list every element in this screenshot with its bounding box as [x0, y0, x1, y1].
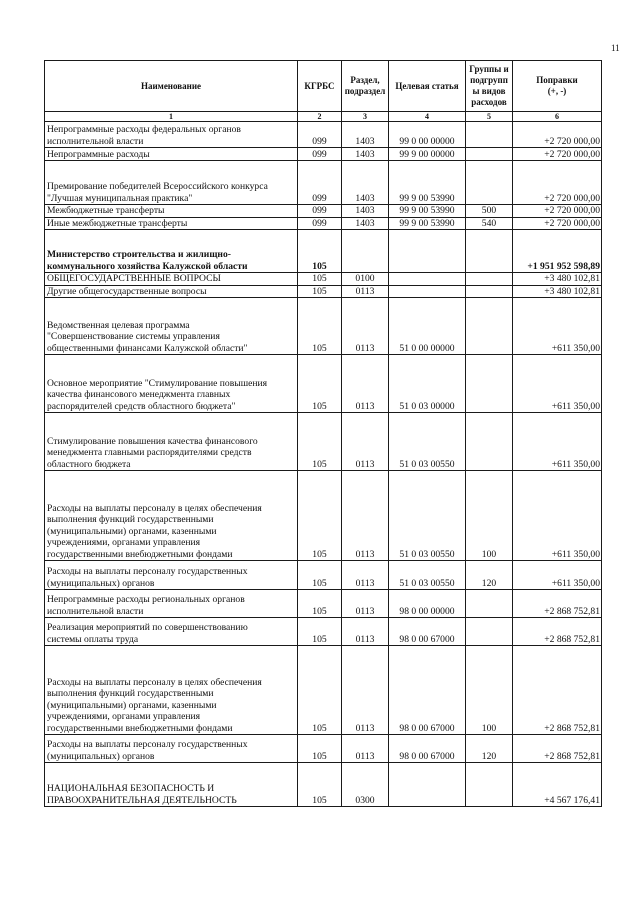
- table-row: [45, 471, 602, 561]
- row-name: Непрограммные расходы региональных органов исполнительной власти: [45, 590, 298, 618]
- row-name: ОБЩЕГОСУДАРСТВЕННЫЕ ВОПРОСЫ: [45, 273, 298, 286]
- column-number-row: [45, 112, 602, 122]
- table-row: [45, 273, 602, 286]
- row-amendment-amount: +2 720 000,00: [513, 148, 602, 161]
- column-number: 3: [342, 112, 389, 122]
- row-section: 0113: [342, 413, 389, 471]
- row-expense-group: [466, 618, 513, 646]
- row-expense-group: [466, 273, 513, 286]
- header-amendments: Поправки (+, -): [513, 61, 602, 112]
- table-row: [45, 735, 602, 763]
- row-name: Министерство строительства и жилищно- коммунального хозяйства Калужской области: [45, 230, 298, 273]
- table-row: [45, 763, 602, 807]
- row-amendment-amount: +3 480 102,81: [513, 285, 602, 298]
- row-amendment-amount: +611 350,00: [513, 561, 602, 590]
- row-name: Другие общегосударственные вопросы: [45, 285, 298, 298]
- row-section: 0300: [342, 763, 389, 807]
- row-target-article: 98 0 00 67000: [389, 618, 466, 646]
- row-expense-group: 120: [466, 735, 513, 763]
- row-kgrbs: 105: [298, 590, 342, 618]
- row-expense-group: [466, 355, 513, 413]
- row-expense-group: [466, 230, 513, 273]
- header-name: Наименование: [45, 61, 298, 112]
- page-number: 11: [611, 43, 620, 53]
- row-amendment-amount: +2 720 000,00: [513, 161, 602, 205]
- row-amendment-amount: +611 350,00: [513, 413, 602, 471]
- row-kgrbs: 105: [298, 735, 342, 763]
- row-amendment-amount: +611 350,00: [513, 298, 602, 355]
- row-kgrbs: 105: [298, 561, 342, 590]
- row-section: 0113: [342, 618, 389, 646]
- row-target-article: 98 0 00 00000: [389, 590, 466, 618]
- row-section: 0113: [342, 735, 389, 763]
- row-kgrbs: 099: [298, 161, 342, 205]
- row-kgrbs: 105: [298, 413, 342, 471]
- row-expense-group: [466, 590, 513, 618]
- row-target-article: 99 9 00 53990: [389, 161, 466, 205]
- row-amendment-amount: +2 720 000,00: [513, 122, 602, 148]
- row-target-article: 51 0 03 00550: [389, 561, 466, 590]
- table-row: [45, 205, 602, 218]
- row-name: Расходы на выплаты персоналу в целях обеспечения выполнения функций государственными (муниципальными) органами, казенными учреждениями, органами управления государственными внебюджетными фондами: [45, 471, 298, 561]
- row-expense-group: [466, 161, 513, 205]
- row-name: Расходы на выплаты персоналу государственных (муниципальных) органов: [45, 735, 298, 763]
- row-section: 0113: [342, 646, 389, 735]
- table-row: [45, 230, 602, 273]
- row-target-article: [389, 763, 466, 807]
- row-section: 1403: [342, 205, 389, 218]
- row-kgrbs: 105: [298, 273, 342, 286]
- table-row: [45, 217, 602, 230]
- row-amendment-amount: +3 480 102,81: [513, 273, 602, 286]
- row-amendment-amount: +4 567 176,41: [513, 763, 602, 807]
- row-target-article: 98 0 00 67000: [389, 735, 466, 763]
- row-name: Стимулирование повышения качества финансового менеджмента главными распорядителями средств областного бюджета: [45, 413, 298, 471]
- row-kgrbs: 099: [298, 205, 342, 218]
- row-kgrbs: 105: [298, 763, 342, 807]
- table-header-row: [45, 61, 602, 112]
- budget-amendments-table: [44, 60, 602, 807]
- row-target-article: 51 0 03 00000: [389, 355, 466, 413]
- table-row: [45, 590, 602, 618]
- row-amendment-amount: +2 868 752,81: [513, 735, 602, 763]
- row-expense-group: [466, 148, 513, 161]
- row-expense-group: 100: [466, 471, 513, 561]
- row-section: 0113: [342, 471, 389, 561]
- table-row: [45, 618, 602, 646]
- row-name: Реализация мероприятий по совершенствованию системы оплаты труда: [45, 618, 298, 646]
- header-kgrbs: КГРБС: [298, 61, 342, 112]
- row-name: Премирование победителей Всероссийского конкурса "Лучшая муниципальная практика": [45, 161, 298, 205]
- row-kgrbs: 105: [298, 646, 342, 735]
- row-section: 0113: [342, 561, 389, 590]
- row-target-article: 51 0 03 00550: [389, 471, 466, 561]
- table-row: [45, 161, 602, 205]
- table-row: [45, 285, 602, 298]
- row-section: 0113: [342, 298, 389, 355]
- row-section: 0100: [342, 273, 389, 286]
- row-section: 0113: [342, 285, 389, 298]
- row-expense-group: [466, 298, 513, 355]
- row-name: Непрограммные расходы: [45, 148, 298, 161]
- row-expense-group: [466, 285, 513, 298]
- column-number: 4: [389, 112, 466, 122]
- row-name: Ведомственная целевая программа "Совершенствование системы управления общественными финансами Калужской области": [45, 298, 298, 355]
- column-number: 6: [513, 112, 602, 122]
- row-amendment-amount: +2 868 752,81: [513, 590, 602, 618]
- row-amendment-amount: +2 868 752,81: [513, 618, 602, 646]
- header-expense-groups: Группы и подгрупп ы видов расходов: [466, 61, 513, 112]
- header-target-article: Целевая статья: [389, 61, 466, 112]
- row-section: 1403: [342, 122, 389, 148]
- row-amendment-amount: +2 720 000,00: [513, 217, 602, 230]
- header-section: Раздел, подраздел: [342, 61, 389, 112]
- row-kgrbs: 105: [298, 471, 342, 561]
- row-amendment-amount: +611 350,00: [513, 355, 602, 413]
- row-expense-group: [466, 122, 513, 148]
- row-section: 1403: [342, 161, 389, 205]
- row-name: Непрограммные расходы федеральных органов исполнительной власти: [45, 122, 298, 148]
- row-target-article: 98 0 00 67000: [389, 646, 466, 735]
- row-target-article: [389, 230, 466, 273]
- row-expense-group: 100: [466, 646, 513, 735]
- row-expense-group: [466, 413, 513, 471]
- row-target-article: 99 0 00 00000: [389, 122, 466, 148]
- row-target-article: [389, 285, 466, 298]
- row-target-article: 99 9 00 53990: [389, 205, 466, 218]
- row-target-article: 51 0 00 00000: [389, 298, 466, 355]
- row-expense-group: [466, 763, 513, 807]
- table-row: [45, 646, 602, 735]
- row-expense-group: 500: [466, 205, 513, 218]
- row-section: [342, 230, 389, 273]
- row-section: 1403: [342, 217, 389, 230]
- row-name: Иные межбюджетные трансферты: [45, 217, 298, 230]
- row-name: Межбюджетные трансферты: [45, 205, 298, 218]
- table-row: [45, 148, 602, 161]
- row-kgrbs: 105: [298, 355, 342, 413]
- row-expense-group: 540: [466, 217, 513, 230]
- row-section: 0113: [342, 590, 389, 618]
- row-target-article: 51 0 03 00550: [389, 413, 466, 471]
- column-number: 2: [298, 112, 342, 122]
- row-name: Расходы на выплаты персоналу в целях обеспечения выполнения функций государственными (муниципальными) органами, казенными учреждениями, органами управления государственными внебюджетными фондами: [45, 646, 298, 735]
- row-name: НАЦИОНАЛЬНАЯ БЕЗОПАСНОСТЬ И ПРАВООХРАНИТЕЛЬНАЯ ДЕЯТЕЛЬНОСТЬ: [45, 763, 298, 807]
- row-amendment-amount: +611 350,00: [513, 471, 602, 561]
- column-number: 5: [466, 112, 513, 122]
- row-expense-group: 120: [466, 561, 513, 590]
- row-kgrbs: 099: [298, 148, 342, 161]
- row-target-article: [389, 273, 466, 286]
- table-row: [45, 122, 602, 148]
- row-target-article: 99 9 00 53990: [389, 217, 466, 230]
- column-number: 1: [45, 112, 298, 122]
- table-row: [45, 298, 602, 355]
- row-target-article: 99 9 00 00000: [389, 148, 466, 161]
- row-kgrbs: 099: [298, 217, 342, 230]
- row-amendment-amount: +2 868 752,81: [513, 646, 602, 735]
- table-row: [45, 413, 602, 471]
- row-name: Расходы на выплаты персоналу государственных (муниципальных) органов: [45, 561, 298, 590]
- table-row: [45, 561, 602, 590]
- row-kgrbs: 105: [298, 230, 342, 273]
- row-amendment-amount: +2 720 000,00: [513, 205, 602, 218]
- row-kgrbs: 099: [298, 122, 342, 148]
- row-name: Основное мероприятие "Стимулирование повышения качества финансового менеджмента главных распорядителей средств областного бюджета": [45, 355, 298, 413]
- table-row: [45, 355, 602, 413]
- row-amendment-amount: +1 951 952 598,89: [513, 230, 602, 273]
- row-kgrbs: 105: [298, 298, 342, 355]
- row-kgrbs: 105: [298, 285, 342, 298]
- row-section: 1403: [342, 148, 389, 161]
- row-section: 0113: [342, 355, 389, 413]
- row-kgrbs: 105: [298, 618, 342, 646]
